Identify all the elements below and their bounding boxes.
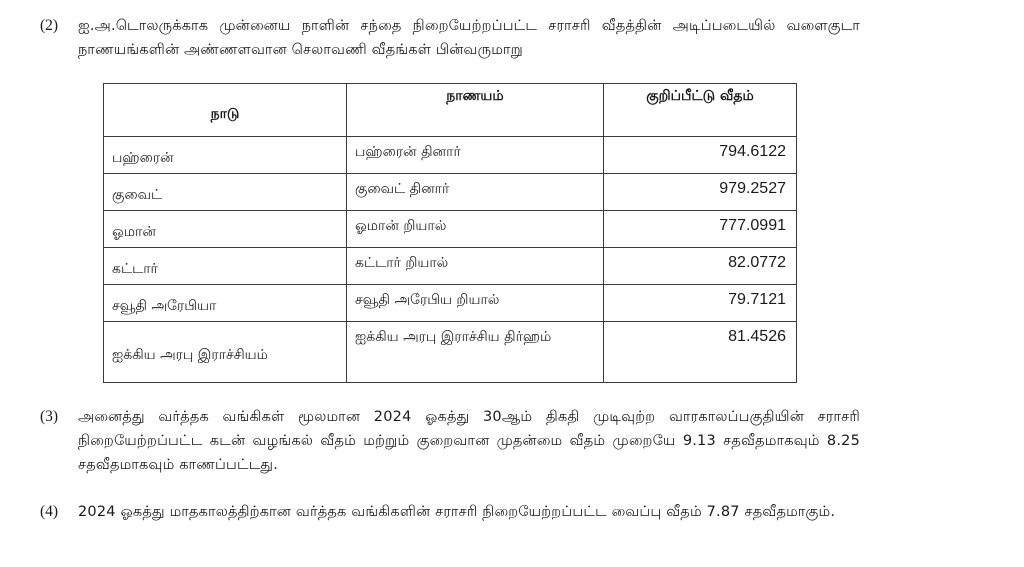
country-cell: பஹ்ரைன் [104, 137, 347, 174]
rate-cell: 979.2527 [604, 174, 797, 211]
currency-cell: பஹ்ரைன் தினார் [347, 137, 604, 174]
paragraph-text: 2024 ஓகத்து மாதகாலத்திற்கான வர்த்தக வங்கிகளின் சராசரி நிறையேற்றப்பட்ட வைப்பு வீதம் 7.87 சதவீதமாகும். [78, 504, 836, 520]
currency-cell: கட்டார் றியால் [347, 248, 604, 285]
table-row [104, 285, 797, 322]
exchange-rate-table [103, 83, 797, 383]
paragraph-number: (4) [40, 503, 59, 520]
currency-cell: ஐக்கிய அரபு இராச்சிய திர்ஹம் [347, 322, 604, 383]
country-cell: ஓமான் [104, 211, 347, 248]
country-cell: கட்டார் [104, 248, 347, 285]
paragraph-4 [40, 500, 860, 524]
paragraph-3 [40, 405, 860, 477]
table-row [104, 211, 797, 248]
currency-cell: குவைட் தினார் [347, 174, 604, 211]
paragraph-number: (2) [40, 17, 59, 34]
header-country: நாடு [104, 84, 347, 137]
rate-cell: 82.0772 [604, 248, 797, 285]
country-cell: குவைட் [104, 174, 347, 211]
table-row [104, 322, 797, 383]
table-row [104, 137, 797, 174]
paragraph-number: (3) [40, 408, 59, 425]
paragraph-text: அனைத்து வர்த்தக வங்கிகள் மூலமான 2024 ஓகத்து 30ஆம் திகதி முடிவுற்ற வாரகாலப்பகுதியின் சராசரி நிறையேற்றப்பட்ட கடன் வழங்கல் வீதம் மற்றும் குறைவான முதன்மை வீதம் முறையே 9.13 சதவீதமாகவும் 8.25 சதவீதமாகவும் காணப்பட்டது. [78, 409, 860, 473]
rate-cell: 81.4526 [604, 322, 797, 383]
header-currency: நாணயம் [347, 84, 604, 137]
rate-cell: 794.6122 [604, 137, 797, 174]
country-cell: ஐக்கிய அரபு இராச்சியம் [104, 322, 347, 383]
currency-cell: ஓமான் றியால் [347, 211, 604, 248]
paragraph-2 [40, 14, 860, 62]
paragraph-text: ஐ.அ.டொலருக்காக முன்னைய நாளின் சந்தை நிறையேற்றப்பட்ட சராசரி வீதத்தின் அடிப்படையில் வளைகுடா நாணயங்களின் அண்ணளவான செலாவணி வீதங்கள் பின்வருமாறு [78, 18, 860, 58]
table-header-row [104, 84, 797, 137]
rate-cell: 79.7121 [604, 285, 797, 322]
rate-cell: 777.0991 [604, 211, 797, 248]
table-row [104, 248, 797, 285]
table-row [104, 174, 797, 211]
country-cell: சவூதி அரேபியா [104, 285, 347, 322]
currency-cell: சவூதி அரேபிய றியால் [347, 285, 604, 322]
header-rate: குறிப்பீட்டு வீதம் [604, 84, 797, 137]
